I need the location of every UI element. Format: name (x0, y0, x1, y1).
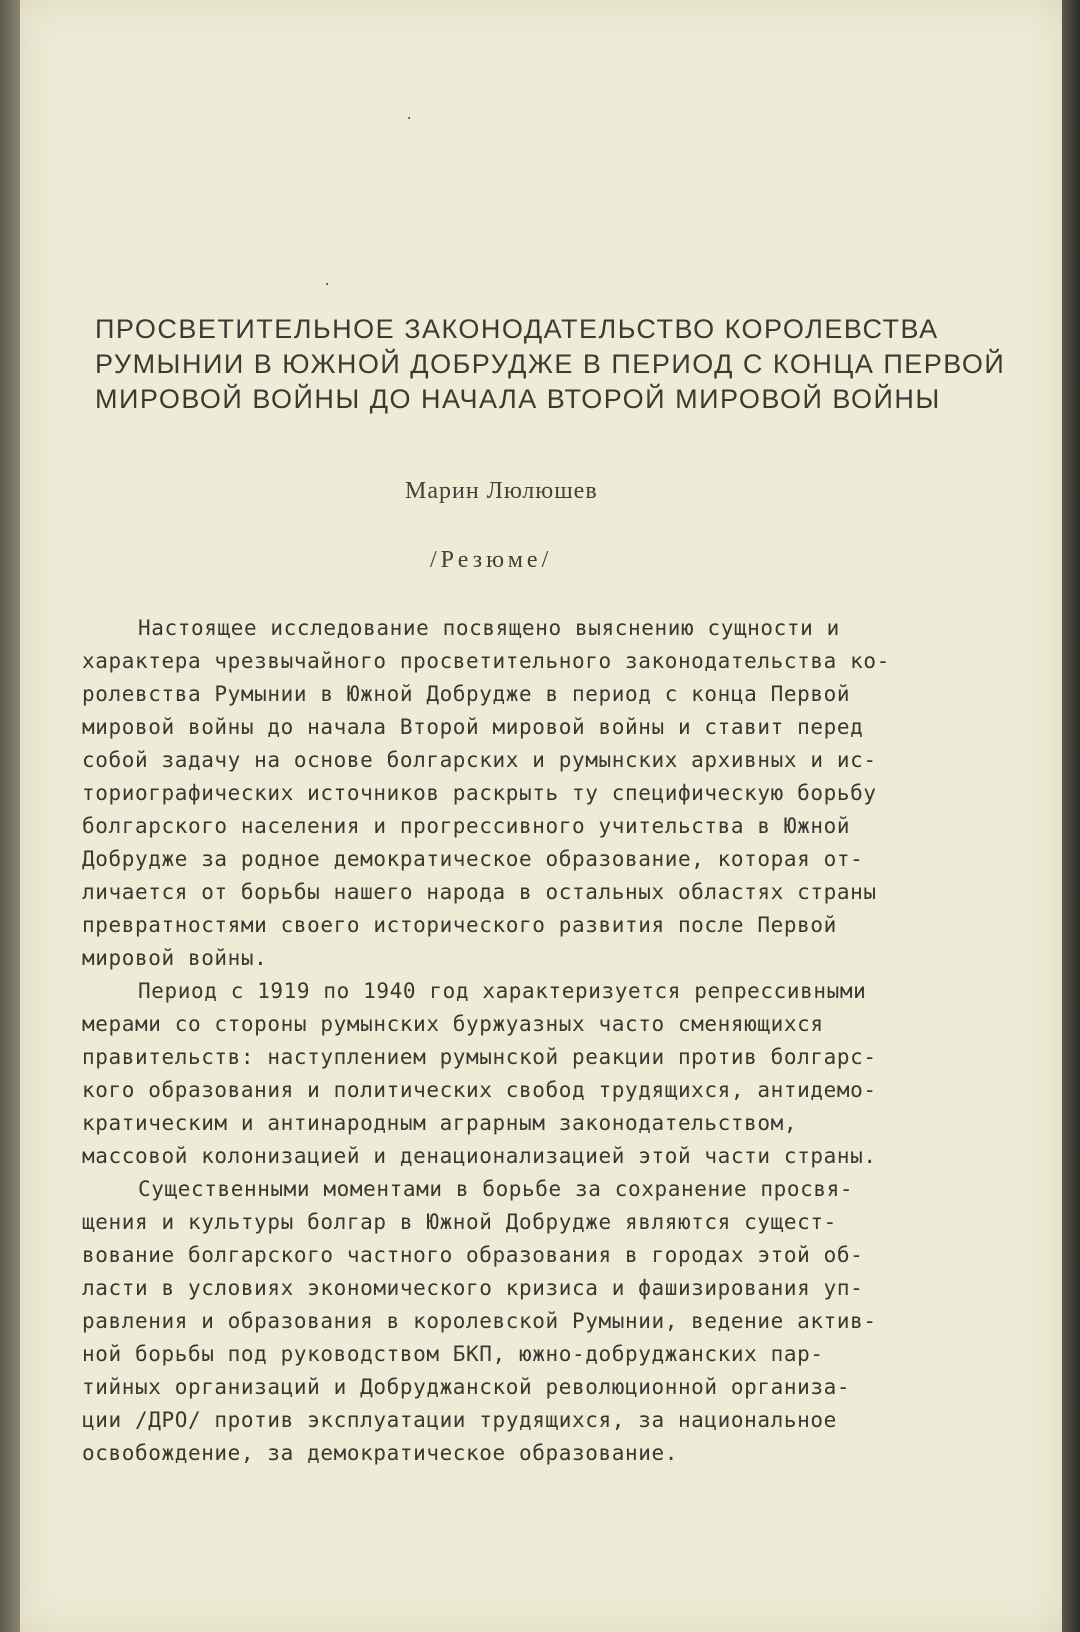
body-line: ласти в условиях экономического кризиса и фашизирования уп- (82, 1276, 864, 1300)
body-line: кратическим и антинародным аграрным законодательством, (82, 1111, 798, 1135)
body-line: характера чрезвычайного просветительного законодательства ко- (82, 649, 890, 673)
scan-left-edge (0, 0, 20, 1632)
document-page (20, 0, 1062, 1632)
body-line: Настоящее исследование посвящено выяснению сущности и (138, 616, 840, 640)
body-line: массовой колонизацией и денационализацией этой части страны. (82, 1144, 877, 1168)
title-line: ПРОСВЕТИТЕЛЬНОЕ ЗАКОНОДАТЕЛЬСТВО КОРОЛЕВСТВА (95, 314, 939, 344)
body-line: ролевства Румынии в Южной Добрудже в период с конца Первой (82, 682, 851, 706)
body-line: Существенными моментами в борьбе за сохранение просвя- (138, 1177, 854, 1201)
body-line: ции /ДРО/ против эксплуатации трудящихся, за национальное (82, 1408, 837, 1432)
summary-body (82, 612, 1032, 1470)
body-line: мерами со стороны румынских буржуазных часто сменяющихся (82, 1012, 824, 1036)
body-line: правительств: наступлением румынской реакции против болгарс- (82, 1045, 877, 1069)
body-line: равления и образования в королевской Румынии, ведение актив- (82, 1309, 877, 1333)
body-line: кого образования и политических свобод трудящихся, антидемо- (82, 1078, 877, 1102)
body-line: ториографических источников раскрыть ту специфическую борьбу (82, 781, 877, 805)
scan-speck: · (405, 111, 414, 127)
body-line: Добрудже за родное демократическое образование, которая от- (82, 847, 864, 871)
body-line: мировой войны. (82, 946, 268, 970)
title-line: МИРОВОЙ ВОЙНЫ ДО НАЧАЛА ВТОРОЙ МИРОВОЙ ВОЙНЫ (95, 384, 941, 414)
body-line: щения и культуры болгар в Южной Добрудже являются сущест- (82, 1210, 837, 1234)
title-line: РУМЫНИИ В ЮЖНОЙ ДОБРУДЖЕ В ПЕРИОД С КОНЦА ПЕРВОЙ (95, 349, 1006, 379)
body-line: мировой войны до начала Второй мировой войны и ставит перед (82, 715, 864, 739)
body-line: болгарского населения и прогрессивного учительства в Южной (82, 814, 851, 838)
body-line: собой задачу на основе болгарских и румынских архивных и ис- (82, 748, 877, 772)
scan-right-edge (1062, 0, 1080, 1632)
body-line: Период с 1919 по 1940 год характеризуется репрессивными (138, 979, 867, 1003)
body-line: освобождение, за демократическое образование. (82, 1441, 678, 1465)
section-label: /Резюме/ (430, 547, 553, 573)
body-line: ной борьбы под руководством БКП, южно-добруджанских пар- (82, 1342, 824, 1366)
author-name: Марин Люлюшев (405, 478, 598, 504)
document-title (95, 312, 1006, 417)
body-line: превратностями своего исторического развития после Первой (82, 913, 837, 937)
body-line: вование болгарского частного образования в городах этой об- (82, 1243, 864, 1267)
body-line: тийных организаций и Добруджанской революционной организа- (82, 1375, 851, 1399)
body-line: личается от борьбы нашего народа в остальных областях страны (82, 880, 877, 904)
scan-speck: · (323, 277, 332, 293)
